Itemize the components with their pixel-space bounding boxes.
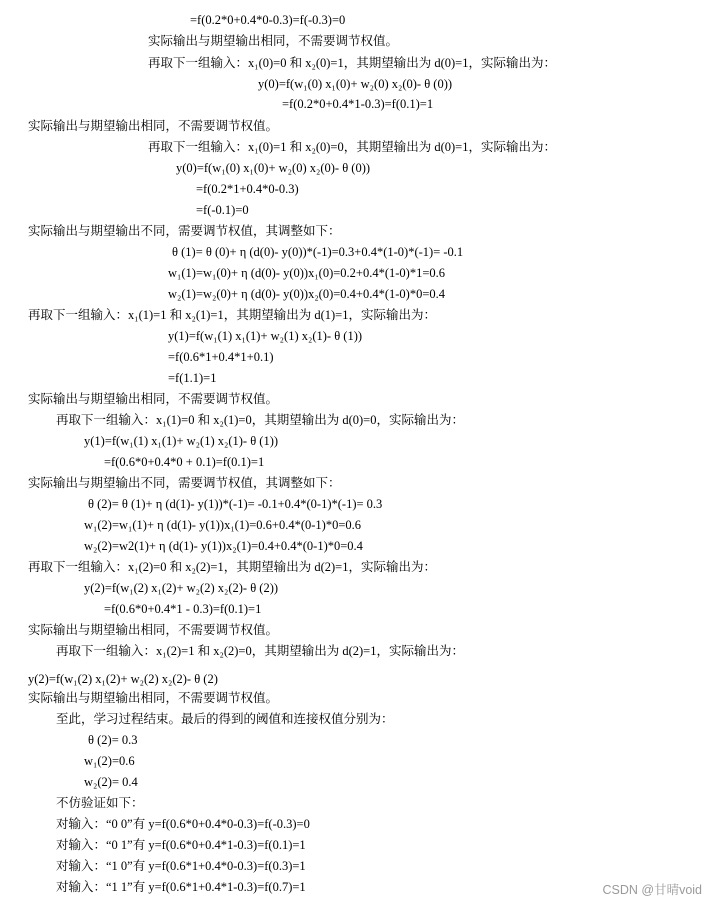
doc-line: 实际输出与期望输出不同，需要调节权值，其调整如下：: [28, 476, 341, 490]
doc-line: y(2)=f(w₁(2) x₁(2)+ w₂(2) x₂(2)- θ (2): [28, 672, 218, 686]
doc-line: 再取下一组输入：x₁(2)=1 和 x₂(2)=0，其期望输出为 d(2)=1，实际输出为：: [56, 644, 464, 658]
doc-line: =f(1.1)=1: [168, 371, 217, 385]
doc-line: y(0)=f(w₁(0) x₁(0)+ w₂(0) x₂(0)- θ (0)): [258, 77, 453, 91]
doc-line: 实际输出与期望输出相同，不需要调节权值。: [28, 623, 279, 637]
doc-line: =f(0.6*0+0.4*1 - 0.3)=f(0.1)=1: [104, 602, 262, 616]
doc-line: 实际输出与期望输出相同，不需要调节权值。: [28, 119, 279, 133]
doc-line: 对输入：“0 1”有 y=f(0.6*0+0.4*1-0.3)=f(0.1)=1: [56, 838, 306, 852]
doc-line: y(2)=f(w₁(2) x₁(2)+ w₂(2) x₂(2)- θ (2)): [84, 581, 279, 595]
doc-line: =f(0.2*1+0.4*0-0.3): [196, 182, 299, 196]
doc-line: 实际输出与期望输出相同，不需要调节权值。: [28, 691, 279, 705]
doc-line: =f(0.6*1+0.4*1+0.1): [168, 350, 274, 364]
doc-line: 不仿验证如下：: [56, 796, 144, 810]
doc-line: w₂(2)=w2(1)+ η (d(1)- y(1))x₂(1)=0.4+0.4*(0-1)*0=0.4: [84, 539, 363, 553]
doc-line: 再取下一组输入：x₁(1)=1 和 x₂(1)=1，其期望输出为 d(1)=1，实际输出为：: [28, 308, 436, 322]
doc-line: y(1)=f(w₁(1) x₁(1)+ w₂(1) x₂(1)- θ (1)): [84, 434, 279, 448]
doc-line: θ (1)= θ (0)+ η (d(0)- y(0))*(-1)=0.3+0.4*(1-0)*(-1)= -0.1: [172, 245, 464, 259]
doc-line: =f(0.6*0+0.4*0 + 0.1)=f(0.1)=1: [104, 455, 265, 469]
doc-line: w₂(1)=w₂(0)+ η (d(0)- y(0))x₂(0)=0.4+0.4*(1-0)*0=0.4: [168, 287, 446, 301]
doc-line: 再取下一组输入：x₁(0)=0 和 x₂(0)=1，其期望输出为 d(0)=1，实际输出为：: [148, 56, 556, 70]
doc-line: w₁(2)=w₁(1)+ η (d(1)- y(1))x₁(1)=0.6+0.4*(0-1)*0=0.6: [84, 518, 362, 532]
doc-line: w₁(1)=w₁(0)+ η (d(0)- y(0))x₁(0)=0.2+0.4*(1-0)*1=0.6: [168, 266, 446, 280]
doc-line: θ (2)= θ (1)+ η (d(1)- y(1))*(-1)= -0.1+0.4*(0-1)*(-1)= 0.3: [88, 497, 383, 511]
doc-line: 至此，学习过程结束。最后的得到的阈值和连接权值分别为：: [56, 712, 394, 726]
doc-line: 再取下一组输入：x₁(1)=0 和 x₂(1)=0，其期望输出为 d(0)=0，实际输出为：: [56, 413, 464, 427]
doc-line: 再取下一组输入：x₁(0)=1 和 x₂(0)=0，其期望输出为 d(0)=1，实际输出为：: [148, 140, 556, 154]
csdn-watermark: CSDN @甘晴void: [602, 883, 702, 897]
doc-line: 实际输出与期望输出相同，不需要调节权值。: [148, 34, 399, 48]
doc-line: 再取下一组输入：x₁(2)=0 和 x₂(2)=1，其期望输出为 d(2)=1，实际输出为：: [28, 560, 436, 574]
doc-line: =f(0.2*0+0.4*1-0.3)=f(0.1)=1: [282, 97, 434, 111]
doc-line: 对输入：“1 0”有 y=f(0.6*1+0.4*0-0.3)=f(0.3)=1: [56, 859, 306, 873]
doc-line: 实际输出与期望输出不同，需要调节权值，其调整如下：: [28, 224, 341, 238]
doc-line: y(0)=f(w₁(0) x₁(0)+ w₂(0) x₂(0)- θ (0)): [176, 161, 371, 175]
doc-line: 对输入：“1 1”有 y=f(0.6*1+0.4*1-0.3)=f(0.7)=1: [56, 880, 306, 894]
doc-line: =f(0.2*0+0.4*0-0.3)=f(-0.3)=0: [190, 13, 346, 27]
doc-line: 实际输出与期望输出相同，不需要调节权值。: [28, 392, 279, 406]
doc-line: w₁(2)=0.6: [84, 754, 135, 768]
doc-line: w₂(2)= 0.4: [84, 775, 138, 789]
doc-line: y(1)=f(w₁(1) x₁(1)+ w₂(1) x₂(1)- θ (1)): [168, 329, 363, 343]
doc-line: 对输入：“0 0”有 y=f(0.6*0+0.4*0-0.3)=f(-0.3)=0: [56, 817, 310, 831]
doc-line: θ (2)= 0.3: [88, 733, 138, 747]
doc-line: =f(-0.1)=0: [196, 203, 249, 217]
